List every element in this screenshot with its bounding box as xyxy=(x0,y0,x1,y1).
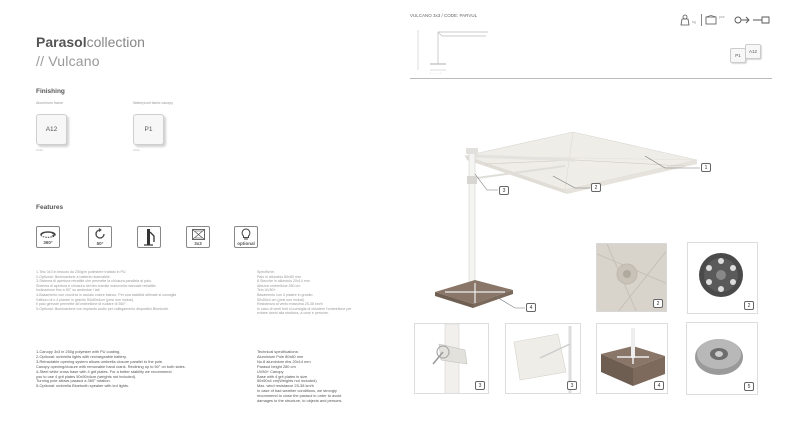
mini-swatch-frame-code: A12 xyxy=(748,49,757,54)
detail-photo-tilt xyxy=(505,323,581,394)
description-en-line: 4-Steel white cross base with 4 grit plates. For a better stability we recommend xyxy=(36,368,172,374)
finishing-code-frame: A12 xyxy=(45,126,58,133)
callout-4: 4 xyxy=(526,303,536,312)
detail-label-2b: 2 xyxy=(744,301,754,310)
tilt-icon xyxy=(94,228,106,240)
package-pcs: pcs xyxy=(719,15,725,19)
detail-photo-led-disc xyxy=(687,242,758,314)
feature-lighting xyxy=(234,226,258,248)
package-icon xyxy=(705,15,717,25)
feature-rotation xyxy=(36,226,60,248)
detail-label-4: 4 xyxy=(654,381,664,390)
detail-label-3a: 3 xyxy=(475,381,485,390)
finishing-swatch-frame[interactable] xyxy=(36,114,67,145)
feature-tilt xyxy=(88,226,112,248)
callout-1: 1 xyxy=(701,163,711,172)
description-it-line: Inclinazione fino a 50° su ambedue i lati. xyxy=(36,288,101,293)
specs-it-line: Palo in alluminio 80x80 mm xyxy=(257,274,301,279)
finishing-heading: Finishing xyxy=(36,88,65,95)
detail-photo-canopy-light xyxy=(596,243,667,312)
specs-it-line: Telo UV80+ xyxy=(257,288,276,293)
specs-en xyxy=(257,350,342,404)
header-divider xyxy=(410,78,772,79)
description-en-line: Turning pole allows parasol a 360° rotation. xyxy=(36,378,111,384)
dimension-drawing xyxy=(416,26,496,76)
specs-en-line: recommend to close the parasol in order to avoid xyxy=(257,393,342,399)
description-en-line: 3-Retractable opening system allows umbrella closure parallel to the pole. xyxy=(36,358,164,364)
product-subtitle: // Vulcano xyxy=(36,53,100,69)
finishing-code-canopy: P1 xyxy=(144,126,153,133)
finishing-sub-canopy: white xyxy=(133,148,141,152)
specs-it-line: Altezza ombrellone 280 cm xyxy=(257,283,301,288)
description-it-line: l'utilizzo di n.4 piastre in granito 50x50x4cm (pesi non inclusi). xyxy=(36,297,135,302)
brand-title xyxy=(36,34,145,50)
specs-it-line: In caso di venti forti si consiglia di chiudere l'ombrellone per xyxy=(257,306,352,311)
callout-2: 2 xyxy=(591,183,601,192)
specs-en-line: Aluminium Pole 80x80 mm xyxy=(257,353,304,359)
specs-it-line: 8 Stecche in alluminio 20x14 mm xyxy=(257,279,310,284)
description-en-line: 5-Optional: umbrella Bluetooth speaker with led lights. xyxy=(36,383,129,389)
description-en-line: you to use 4 grit plates 50x50x4cm (weights not included). xyxy=(36,373,137,379)
rotation-icon xyxy=(39,229,57,239)
key-icon xyxy=(752,16,770,24)
specs-it-line: evitare danni alla struttura, a cose e persone. xyxy=(257,311,329,316)
feature-label-lighting: optional xyxy=(237,241,255,246)
finishing-caption-frame: Aluminium frame xyxy=(36,101,63,105)
divider xyxy=(701,14,702,26)
brand-bold: Parasol xyxy=(36,34,87,50)
bulb-icon xyxy=(241,228,251,240)
feature-label-size: 3x3 xyxy=(194,240,202,246)
description-it-line: Il palo girevole permette all'ombrellone di ruotare di 360°. xyxy=(36,302,127,307)
finishing-caption-canopy: Waterproof fabric canopy xyxy=(133,101,174,105)
product-code: VULCANO 3x3 / CODE: PARVUL xyxy=(410,13,478,18)
size-icon xyxy=(192,229,205,240)
feature-label-tilt: 50° xyxy=(96,241,104,246)
features-heading: Features xyxy=(36,204,64,211)
description-en-line: Canopy opening/closure with removable hand crank. Reclining up to 50° on both sides. xyxy=(36,363,186,369)
callout-3: 3 xyxy=(499,186,509,195)
description-en-line: 1-Canopy 3x3 in 250g polyester with PU coating. xyxy=(36,349,121,354)
finishing-swatch-canopy[interactable] xyxy=(133,114,164,145)
detail-label-3b: 3 xyxy=(567,381,577,390)
crank-handle-icon xyxy=(734,15,750,25)
specs-en-line: Parasol height 280 cm xyxy=(257,363,296,369)
mini-swatch-frame xyxy=(745,44,761,59)
weight-icon xyxy=(679,14,691,26)
detail-photo-speaker xyxy=(686,322,758,395)
brand-light: collection xyxy=(86,34,145,50)
specs-it-line: Specifiche: xyxy=(257,270,275,274)
specs-it-line: Basamento con 4 piastre in granito xyxy=(257,292,313,297)
crank-icon xyxy=(142,228,156,246)
specs-en-line: Max. wind resistance 25-38 km/h xyxy=(257,383,314,389)
description-en-line: 2-Optional: umbrella lights with rechargeable battery. xyxy=(36,353,127,359)
description-it xyxy=(36,270,176,311)
description-it-line: Sistema di apertura e chiusura del telo tramite manovella manuale retrattile. xyxy=(36,283,157,288)
finishing-sub-frame: white xyxy=(36,148,44,152)
feature-size xyxy=(186,226,210,248)
specs-en-line: In case of bad weather conditions, we strongly xyxy=(257,388,337,394)
specs-it xyxy=(257,270,352,316)
description-it-line: 5-Optional: Illuminazione con impianto audio per collegamento dispositivi Bluetooth. xyxy=(36,306,170,311)
description-it-line: 1-Telo 3x3 in tessuto da 250g/m poliestere trattato in PU. xyxy=(36,270,127,274)
detail-photo-crank xyxy=(414,323,489,394)
feature-crank xyxy=(137,226,161,248)
description-en xyxy=(36,350,186,389)
description-it-line: 3-Sistema di apertura retrattile che permette la chiusura parallela al palo. xyxy=(36,279,152,284)
specs-it-line: Resistenza al vento massima 25-38 km/h xyxy=(257,302,323,307)
svg-text:• ......... •: • ......... • xyxy=(430,71,442,75)
specs-it-line: 50x50x4 cm (pesi non inclusi) xyxy=(257,297,305,302)
mini-swatch-canopy-code: P1 xyxy=(735,53,741,58)
detail-label-2a: 2 xyxy=(653,299,663,308)
specs-en-line: Base with 4 grit plates in size xyxy=(257,373,308,379)
mini-swatch-canopy xyxy=(730,48,746,63)
specs-en-line: No.8 aluminium ribs 20x14 mm xyxy=(257,358,311,364)
detail-label-5: 5 xyxy=(744,382,754,391)
specs-en-line: 50x50x4 cm(Weights not included) xyxy=(257,378,317,384)
specs-en-line: Technical specifications: xyxy=(257,349,299,354)
description-it-line: 2-Optional: Illuminazione a batteria ricaricabile. xyxy=(36,274,111,279)
specs-en-line: UV80+ Canopy xyxy=(257,368,284,374)
specs-en-line: damages to the structure, to objects and persons. xyxy=(257,398,343,404)
detail-photo-base xyxy=(596,323,668,394)
feature-label-rotation: 360° xyxy=(43,240,53,245)
description-it-line: 4-Basamento con crociera in acciaio colore bianco. Per una stabilità ottimale si consiglia xyxy=(36,292,177,297)
weight-unit: kg xyxy=(692,20,696,24)
